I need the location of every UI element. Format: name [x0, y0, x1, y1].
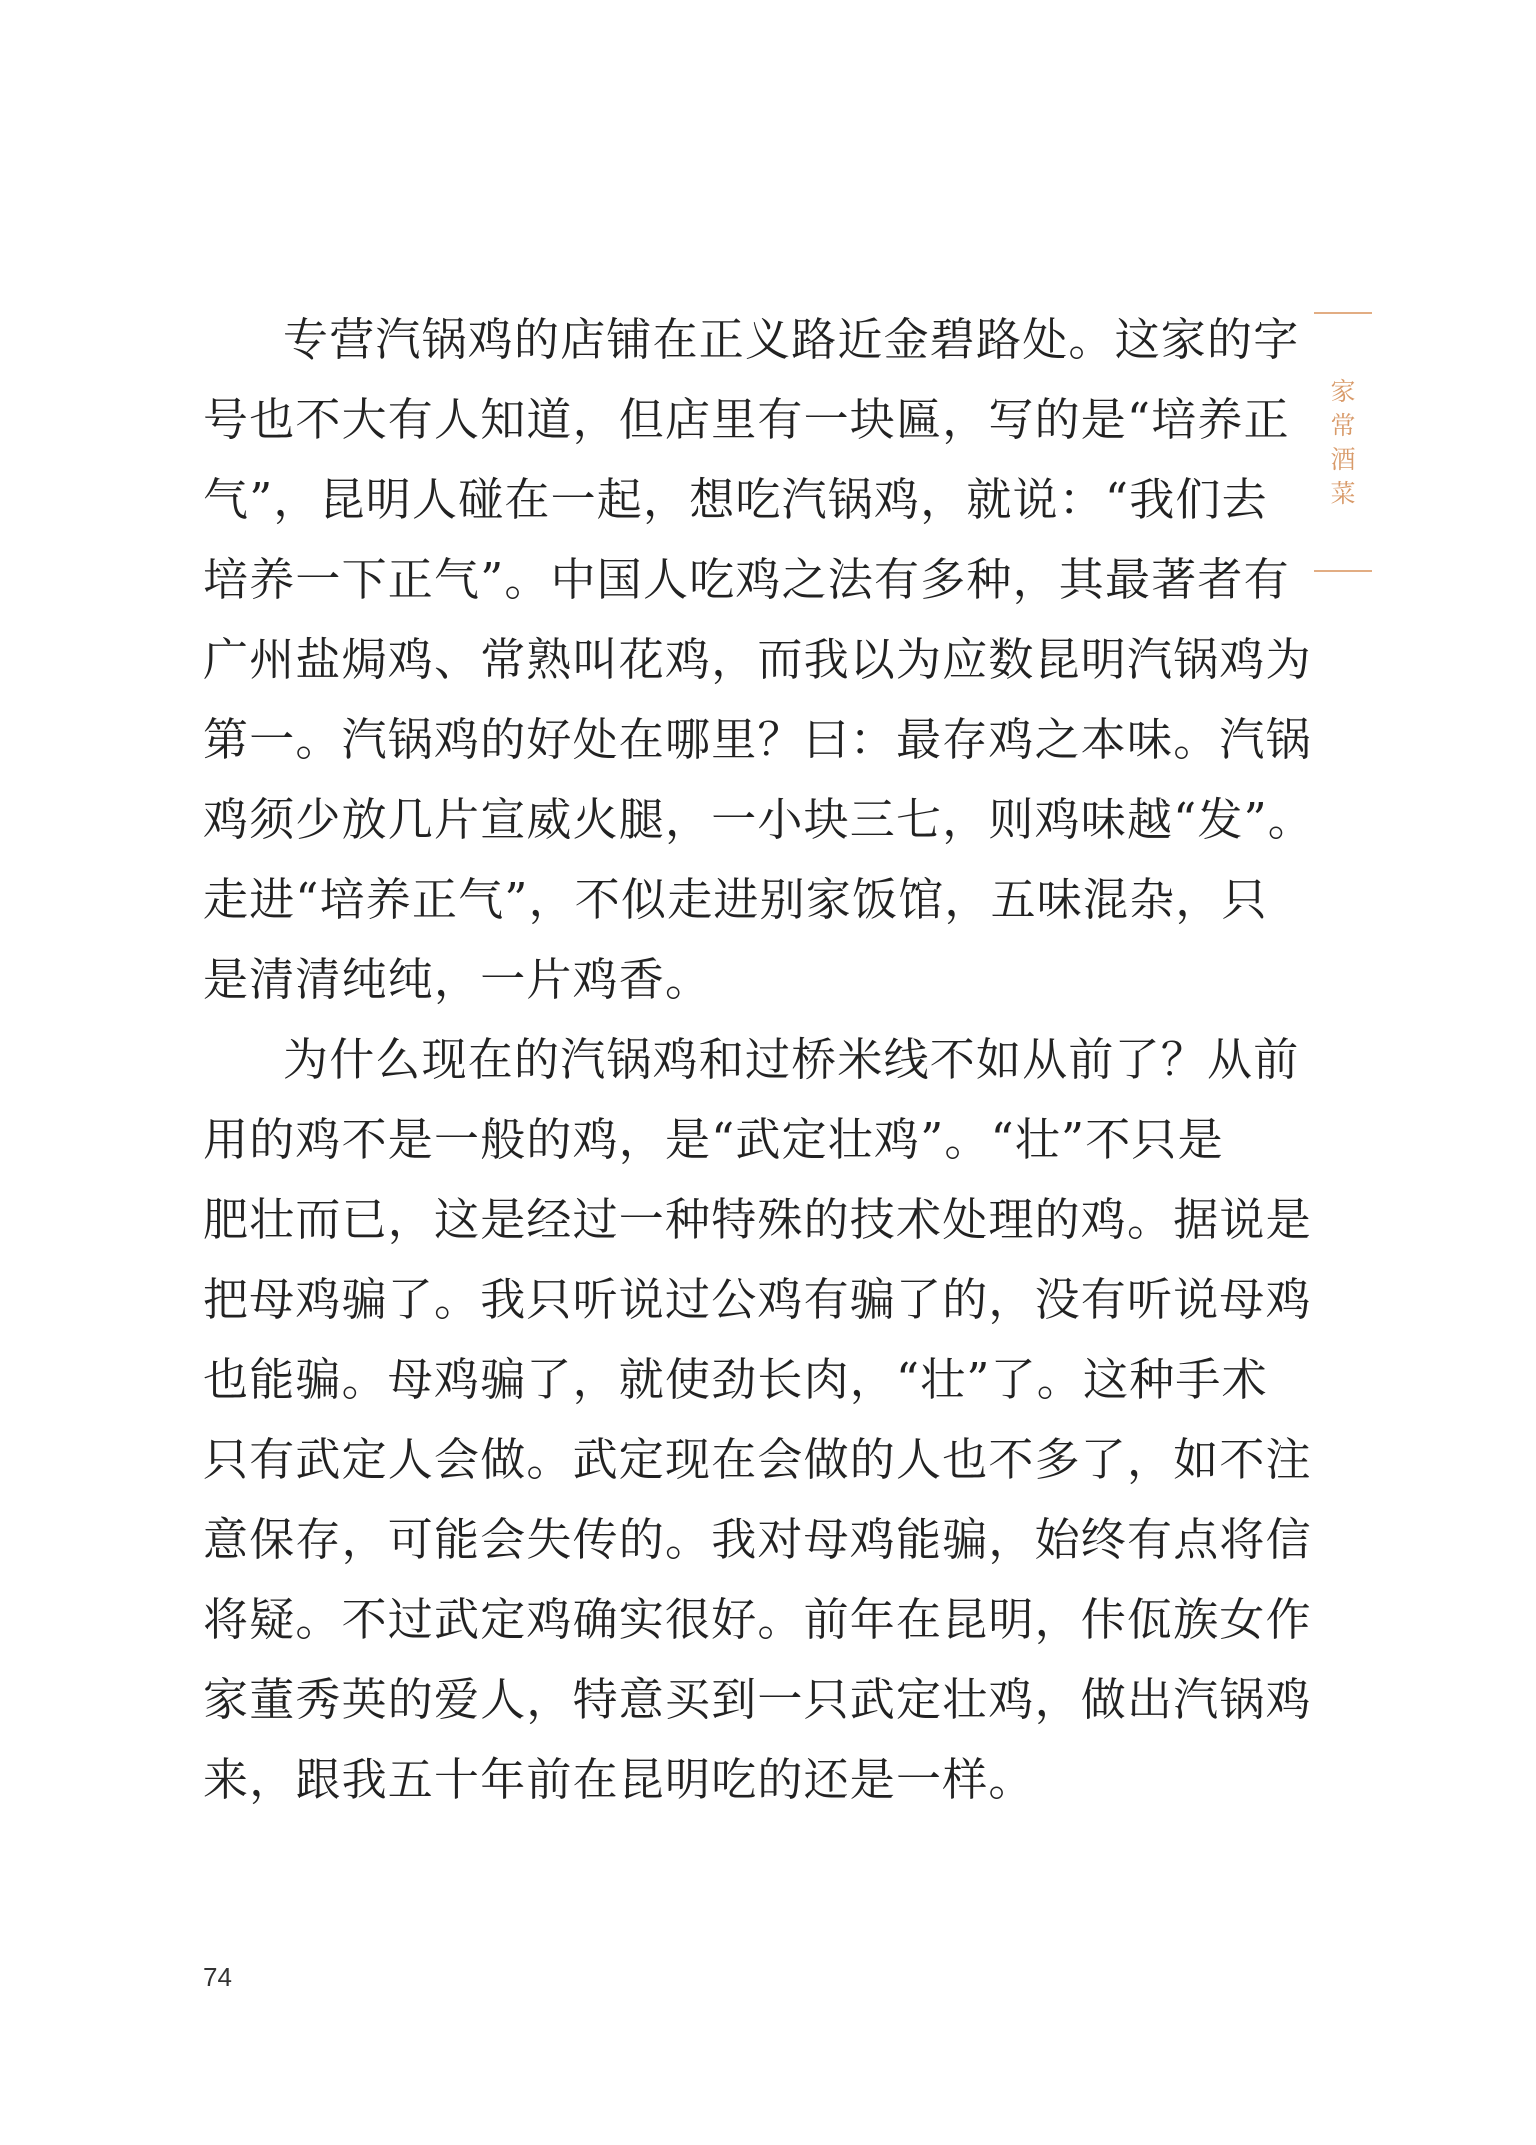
text-line: 第一。汽锅鸡的好处在哪里？曰：最存鸡之本味。汽锅	[203, 713, 1312, 766]
text-line: 广州盐焗鸡、常熟叫花鸡，而我以为应数昆明汽锅鸡为	[203, 633, 1312, 686]
text-line: 肥壮而已，这是经过一种特殊的技术处理的鸡。据说是	[203, 1193, 1312, 1246]
text-line: 走进“培养正气”，不似走进别家饭馆，五味混杂，只	[203, 873, 1268, 926]
page-number: 74	[203, 1962, 232, 1992]
text-line: 专营汽锅鸡的店铺在正义路近金碧路处。这家的字	[283, 313, 1300, 366]
section-title-char: 酒	[1330, 445, 1356, 474]
text-line: 为什么现在的汽锅鸡和过桥米线不如从前了？从前	[283, 1033, 1300, 1086]
text-line: 号也不大有人知道，但店里有一块匾，写的是“培养正	[203, 393, 1290, 446]
body-text	[203, 300, 1315, 1820]
section-title-vertical	[1314, 375, 1372, 511]
text-line: 只有武定人会做。武定现在会做的人也不多了，如不注	[203, 1433, 1312, 1486]
section-tab-bottom-rule	[1314, 570, 1372, 572]
text-line: 来，跟我五十年前在昆明吃的还是一样。	[203, 1753, 1035, 1806]
text-line: 意保存，可能会失传的。我对母鸡能骗，始终有点将信	[203, 1513, 1312, 1566]
section-title-char: 常	[1330, 411, 1356, 440]
text-line: 气”，昆明人碰在一起，想吃汽锅鸡，就说：“我们去	[203, 473, 1268, 526]
section-tab-top-rule	[1314, 312, 1372, 314]
text-line: 也能骗。母鸡骗了，就使劲长肉，“壮”了。这种手术	[203, 1353, 1268, 1406]
section-title-char: 菜	[1330, 479, 1356, 508]
text-line: 把母鸡骗了。我只听说过公鸡有骗了的，没有听说母鸡	[203, 1273, 1312, 1326]
text-line: 用的鸡不是一般的鸡，是“武定壮鸡”。“壮”不只是	[203, 1113, 1224, 1166]
text-line: 将疑。不过武定鸡确实很好。前年在昆明，佧佤族女作	[203, 1593, 1312, 1646]
section-title-char: 家	[1330, 377, 1356, 406]
text-line: 鸡须少放几片宣威火腿，一小块三七，则鸡味越“发”。	[203, 793, 1315, 846]
paragraph-1	[203, 300, 1315, 1020]
text-line: 培养一下正气”。中国人吃鸡之法有多种，其最著者有	[203, 553, 1290, 606]
paragraph-2	[203, 1020, 1312, 1820]
text-line: 家董秀英的爱人，特意买到一只武定壮鸡，做出汽锅鸡	[203, 1673, 1312, 1726]
section-tab	[1314, 312, 1372, 572]
text-line: 是清清纯纯，一片鸡香。	[203, 953, 712, 1006]
